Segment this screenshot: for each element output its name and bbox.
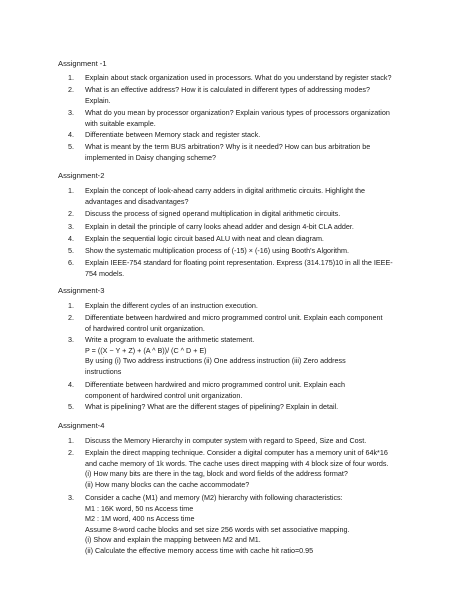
item-number: 3. <box>68 335 74 344</box>
formula-text: P = ((X − Y + Z) + (A ^ B))/ (C ^ D + E) <box>85 345 207 355</box>
item-number: 1. <box>68 301 74 310</box>
item-text: Discuss the Memory Hierarchy in computer system with regard to Speed, Size and Cost. <box>85 436 367 445</box>
item-text: Explain IEEE-754 standard for floating point representation. Express (314.175)10 in all the IEEE- <box>85 258 393 267</box>
item-number: 4. <box>68 130 74 139</box>
item-text: component of hardwired control unit organization. <box>85 390 243 400</box>
assignment-4-heading: Assignment-4 <box>58 421 105 430</box>
item-number: 1. <box>68 73 74 82</box>
item-number: 3. <box>68 108 74 117</box>
item-text: Explain in detail the principle of carry looks ahead adder and design 4-bit CLA adder. <box>85 222 354 231</box>
item-text: (i) Show and explain the mapping between M2 and M1. <box>85 535 261 545</box>
item-text: of hardwired control unit organization. <box>85 323 205 333</box>
item-text: M2 : 1M word, 400 ns Access time <box>85 514 195 524</box>
item-number: 2. <box>68 448 74 457</box>
assignment-1-heading: Assignment -1 <box>58 59 107 68</box>
item-text: Consider a cache (M1) and memory (M2) hierarchy with following characteristics: <box>85 493 343 502</box>
item-number: 6. <box>68 258 74 267</box>
item-number: 2. <box>68 85 74 94</box>
item-text: Explain the concept of look-ahead carry adders in digital arithmetic circuits. Highlight the <box>85 186 366 195</box>
item-text: Explain the sequential logic circuit based ALU with neat and clean diagram. <box>85 234 324 243</box>
item-number: 4. <box>68 234 74 243</box>
item-text: with suitable example. <box>85 118 156 128</box>
item-text: Explain. <box>85 95 111 105</box>
item-number: 1. <box>68 436 74 445</box>
item-number: 3. <box>68 222 74 231</box>
item-text: advantages and disadvantages? <box>85 196 189 206</box>
item-number: 5. <box>68 142 74 151</box>
assignment-3-heading: Assignment-3 <box>58 286 105 295</box>
item-text: (ii) Calculate the effective memory access time with cache hit ratio=0.95 <box>85 545 314 555</box>
item-text: Differentiate between hardwired and micro programmed control unit. Explain each component <box>85 313 383 322</box>
item-text: Write a program to evaluate the arithmetic statement. <box>85 335 255 344</box>
item-number: 1. <box>68 186 74 195</box>
item-text: (i) How many bits are there in the tag, block and word fields of the address format? <box>85 469 348 479</box>
item-number: 4. <box>68 380 74 389</box>
item-text: Discuss the process of signed operand multiplication in digital arithmetic circuits. <box>85 209 341 218</box>
item-text: Explain the different cycles of an instruction execution. <box>85 301 258 310</box>
item-text: 754 models. <box>85 268 125 278</box>
item-number: 3. <box>68 493 74 502</box>
item-text: implemented in Daisy changing scheme? <box>85 152 217 162</box>
item-text: instructions <box>85 366 122 376</box>
item-text: Differentiate between hardwired and micro programmed control unit. Explain each <box>85 380 345 389</box>
item-text: What is pipelining? What are the different stages of pipelining? Explain in detail. <box>85 402 339 411</box>
item-text: What do you mean by processor organization? Explain various types of processors organization <box>85 108 390 117</box>
item-text: Explain the direct mapping technique. Consider a digital computer has a memory unit of 64k*16 <box>85 448 388 457</box>
item-number: 2. <box>68 209 74 218</box>
item-text: Differentiate between Memory stack and register stack. <box>85 130 261 139</box>
assignment-2-heading: Assignment-2 <box>58 171 105 180</box>
item-text: M1 : 16K word, 50 ns Access time <box>85 503 194 513</box>
item-text: and cache memory of 1k words. The cache uses direct mapping with 4 block size of four words. <box>85 458 389 468</box>
item-text: What is meant by the term BUS arbitration? Why is it needed? How can bus arbitration be <box>85 142 371 151</box>
item-text: What is an effective address? How it is calculated in different types of addressing modes? <box>85 85 370 94</box>
item-text: By using (i) Two address instructions (ii) One address instruction (iii) Zero address <box>85 356 346 366</box>
item-text: (ii) How many blocks can the cache accommodate? <box>85 479 250 489</box>
item-number: 5. <box>68 246 74 255</box>
item-number: 2. <box>68 313 74 322</box>
item-text: Assume 8-word cache blocks and set size 256 words with set associative mapping. <box>85 524 350 534</box>
item-text: Show the systematic multiplication process of (-15) × (-16) using Booth's Algorithm. <box>85 246 350 255</box>
item-number: 5. <box>68 402 74 411</box>
item-text: Explain about stack organization used in processors. What do you understand by register stack? <box>85 73 392 82</box>
